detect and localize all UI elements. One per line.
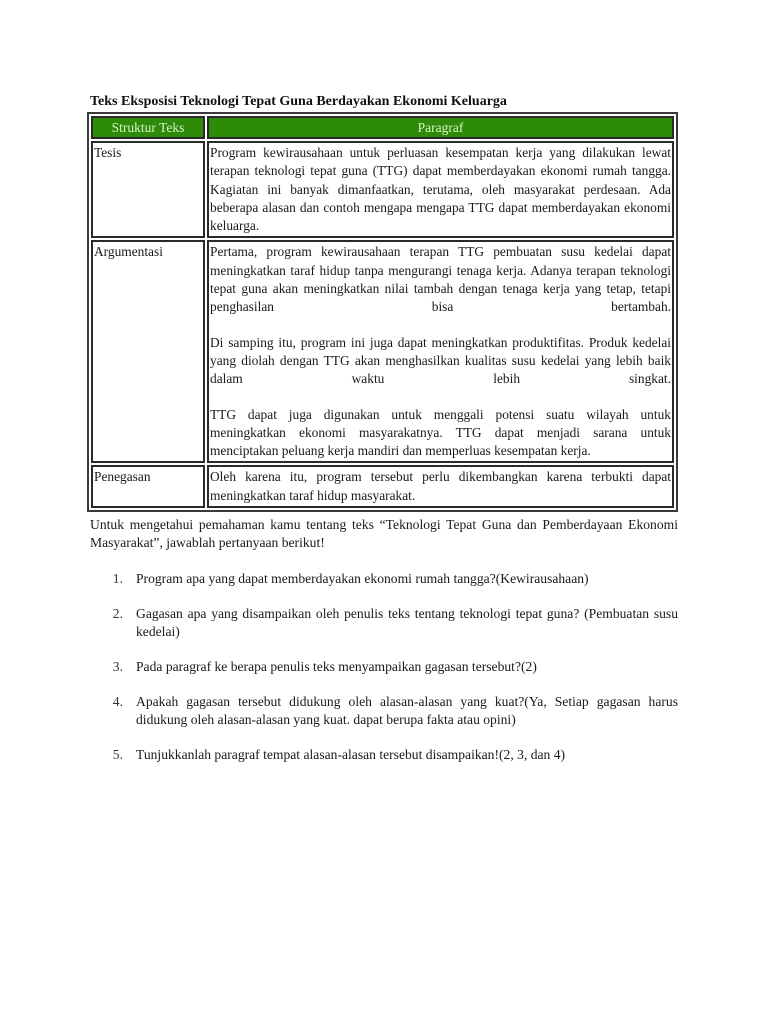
table-header-row	[91, 116, 674, 139]
question-item	[87, 605, 678, 641]
column-header-paragraph: Paragraf	[207, 116, 674, 139]
questions-list	[87, 570, 678, 764]
paragraph-text: Pertama, program kewirausahaan terapan TTG pembuatan susu kedelai dapat meningkatkan taraf hidup tanpa mengurangi tenaga kerja. Adanya terapan teknologi tepat guna akan meningkatkan nilai tambah dengan tenaga kerja yang tetap, tetapi penghasilan bisa bertambah.	[210, 244, 671, 315]
paragraph-cell	[207, 465, 674, 508]
document-title: Teks Eksposisi Teknologi Tepat Guna Berdayakan Ekonomi Keluarga	[90, 94, 507, 109]
question-text: Program apa yang dapat memberdayakan ekonomi rumah tangga?(Kewirausahaan)	[136, 571, 589, 587]
table-row-argumentasi	[91, 240, 674, 463]
paragraph-text: TTG dapat juga digunakan untuk menggali potensi suatu wilayah untuk meningkatkan ekonomi masyarakatnya. TTG dapat menjadi sarana untuk menciptakan peluang kerja mandiri dan memperluas kesempatan kerja.	[210, 406, 671, 459]
document-page	[87, 93, 678, 781]
question-text: Tunjukkanlah paragraf tempat alasan-alasan tersebut disampaikan!(2, 3, dan 4)	[136, 747, 566, 763]
paragraph-cell	[207, 141, 674, 238]
structure-label: Argumentasi	[91, 240, 205, 463]
column-header-structure: Struktur Teks	[91, 116, 205, 139]
question-number: 5.	[112, 747, 123, 763]
question-number: 3.	[112, 659, 123, 675]
questions-intro: Untuk mengetahui pemahaman kamu tentang teks “Teknologi Tepat Guna dan Pemberdayaan Ekonomi Masyarakat”, jawablah pertanyaan berikut!	[90, 517, 678, 551]
paragraph-text: Di samping itu, program ini juga dapat meningkatkan produktifitas. Produk kedelai yang diolah dengan TTG akan menghasilkan kualitas susu kedelai yang lebih baik dalam waktu lebih singkat.	[210, 334, 671, 387]
structure-table	[87, 112, 678, 512]
paragraph-cell	[207, 240, 674, 463]
question-item	[87, 746, 678, 764]
question-text: Apakah gagasan tersebut didukung oleh alasan-alasan yang kuat?(Ya, Setiap gagasan harus didukung oleh alasan-alasan yang kuat. dapat berupa fakta atau opini)	[136, 694, 678, 728]
structure-label: Penegasan	[91, 465, 205, 508]
question-text: Gagasan apa yang disampaikan oleh penulis teks tentang teknologi tepat guna? (Pembuatan susu kedelai)	[136, 606, 678, 640]
question-text: Pada paragraf ke berapa penulis teks menyampaikan gagasan tersebut?(2)	[136, 659, 537, 675]
question-number: 2.	[112, 606, 123, 622]
table-row-penegasan	[91, 465, 674, 508]
question-item	[87, 693, 678, 729]
paragraph-text: Oleh karena itu, program tersebut perlu dikembangkan karena terbukti dapat meningkatkan taraf hidup masyarakat.	[210, 469, 671, 503]
table-row-tesis	[91, 141, 674, 238]
question-item	[87, 570, 678, 588]
question-number: 1.	[112, 571, 123, 587]
structure-label: Tesis	[91, 141, 205, 238]
question-item	[87, 658, 678, 676]
paragraph-text: Program kewirausahaan untuk perluasan kesempatan kerja yang dilakukan lewat terapan teknologi tepat guna (TTG) dapat memberdayakan ekonomi rumah tangga. Kagiatan ini banyak dimanfaatkan, terutama, oleh masyarakat perdesaan. Ada beberapa alasan dan contoh mengapa mengapa TTG dapat memberdayakan ekonomi keluarga.	[210, 145, 671, 234]
question-number: 4.	[112, 694, 123, 710]
